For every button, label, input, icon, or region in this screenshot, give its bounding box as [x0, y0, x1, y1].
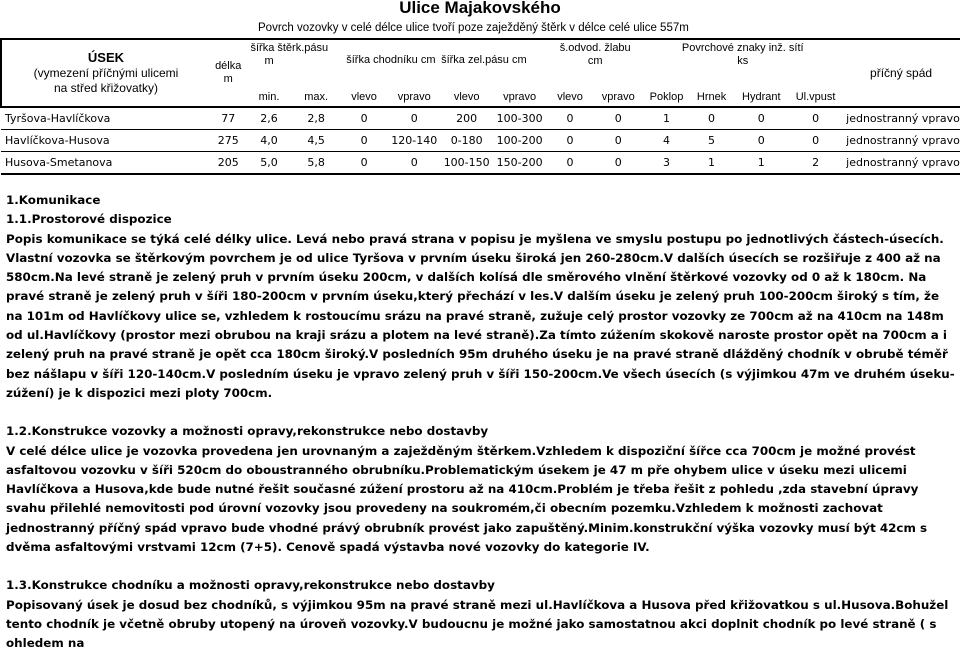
row-hrnek: 1: [690, 152, 734, 175]
subheader-poklop: Poklop: [649, 90, 684, 103]
row-hydrant: 0: [734, 130, 790, 152]
row-max: 4,5: [292, 130, 341, 152]
row-hydrant: 1: [734, 152, 790, 175]
subheader-hydrant: Hydrant: [742, 90, 781, 103]
row-zel-vlevo: 100-150: [441, 152, 492, 175]
row-odvod-vlevo: 0: [547, 130, 593, 152]
heading-konstrukce-vozovky: 1.2.Konstrukce vozovky a možnosti opravy,rekonstrukce nebo dostavby: [6, 424, 489, 439]
row-min: 4,0: [246, 130, 291, 152]
row-zel-vlevo: 0-180: [441, 130, 492, 152]
row-poklop: 4: [643, 130, 689, 152]
table-row: [1, 152, 960, 175]
header-sirka-sterk: šířka štěrk.pásu m: [246, 39, 340, 88]
heading-konstrukce-chodniku: 1.3.Konstrukce chodníku a možnosti opravy,rekonstrukce nebo dostavby: [6, 578, 495, 593]
document-body: [6, 191, 956, 654]
row-chodnik-vpravo: 0: [387, 152, 441, 175]
row-poklop: 3: [643, 152, 689, 175]
row-hrnek: 5: [690, 130, 734, 152]
row-poklop: 1: [643, 107, 689, 130]
row-zel-vpravo: 100-200: [492, 130, 547, 152]
row-chodnik-vlevo: 0: [341, 107, 388, 130]
row-max: 5,8: [292, 152, 341, 175]
header-delka: délka m: [210, 39, 247, 107]
row-min: 5,0: [246, 152, 291, 175]
street-table: [0, 38, 960, 175]
row-chodnik-vlevo: 0: [341, 130, 388, 152]
subheader-hrnek: Hrnek: [696, 90, 727, 103]
header-sirka-chodniku: šířka chodníku cm: [341, 39, 441, 88]
subheader-max: max.: [304, 90, 329, 103]
row-name: Havlíčkova-Husova: [1, 130, 210, 152]
subheader-zel-vlevo: vlevo: [453, 90, 480, 103]
paragraph-konstrukce-chodniku: Popisovaný úsek je dosud bez chodníků, s výjimkou 95m na pravé straně mezi ul.Havlíčkova a Husova před křižovatkou s ul.Husova.Bohužel tento chodník je včetně obruby utopený na úroveň vozovky.V budoucnu je možné jako samostatnou akci doplnit chodník po levé straně ( s ohledem na: [6, 597, 949, 651]
row-vpust: 2: [789, 152, 842, 175]
header-usek: ÚSEK (vymezení příčnými ulicemi na střed křižovatky): [1, 39, 210, 107]
subheader-min: min.: [258, 90, 280, 103]
subheader-odvod-vpravo: vpravo: [601, 90, 635, 103]
row-delka: 205: [210, 152, 247, 175]
row-odvod-vlevo: 0: [547, 152, 593, 175]
row-vpust: 0: [789, 107, 842, 130]
table-row: [1, 130, 960, 152]
row-chodnik-vpravo: 0: [387, 107, 441, 130]
row-odvod-vpravo: 0: [593, 152, 643, 175]
row-spad: jednostranný vpravo: [842, 152, 960, 175]
subheader-odvod-vlevo: vlevo: [557, 90, 583, 103]
row-zel-vpravo: 100-300: [492, 107, 547, 130]
table-row: [1, 107, 960, 130]
row-hrnek: 0: [690, 107, 734, 130]
paragraph-konstrukce-vozovky: V celé délce ulice je vozovka provedena jen urovnaným a zaježděným štěrkem.Vzhledem k dispoziční šířce cca 700cm je možné provést asfaltovou vozovku v šíři 520cm do oboustranného obrubníku.Problematickým úsekem je 47 m pře ohybem ulice v úseku mezi ulicemi Havlíčkova a Husova,kde bude nutné řešit současné zúžení prostoru až na 410cm.Problém je třeba řešit z pohledu ,zda stavební úpravy svahu přilehlé nemovitosti pod úrovní vozovky jsou provedeny na soukromém,či obecním pozemku.Vzhledem k možnosti zachovat jednostranný příčný spád vpravo bude vhodné právý obrubník provést jako zapuštěný.Minim.konstrukční výška vozovky musí být 42cm s dvěma asfaltovými vrstvami 12cm (7+5). Cenově spadá výstavba nové vozovky do kategorie IV.: [6, 443, 928, 555]
row-spad: jednostranný vpravo: [842, 107, 960, 130]
row-odvod-vpravo: 0: [593, 130, 643, 152]
subheader-vpust: Ul.vpust: [795, 90, 836, 103]
row-vpust: 0: [789, 130, 842, 152]
row-odvod-vpravo: 0: [593, 107, 643, 130]
row-chodnik-vpravo: 120-140: [387, 130, 441, 152]
paragraph-prostorove-dispozice: Popis komunikace se týká celé délky ulice. Levá nebo pravá strana v popisu je myšlena ve smyslu postupu po jednotlivých částech-úsecích. Vlastní vozovka se štěrkovým povrchem je od ulice Tyršova v prvním úseku široká jen 260-280cm.V dalších úsecích se rozšiřuje z 400 až na 580cm.Na levé straně je zelený pruh v prvním úseku 200cm, v dalších kolísá dle směrového vlnění štěrkové vozovky od 0 až k 180cm. Na pravé straně je zelený pruh v šíři 180-200cm v prvním úseku,který přechází v les.V dalším úseku je zelený pruh 100-200cm široký s tím, že na 101m od Havlíčkovy ulice se, vzhledem k rostoucímu srázu na pravé straně, zužuje celý prostor vozovky ze 700cm až na 410cm na 148m od ul.Havlíčkovy (prostor mezi obrubou na kraji srázu a plotem na levé straně).Za tímto zúžením skokově naroste prostor opět na 700cm a i zelený pruh na pravé straně je opět cca 180cm široký.V posledních 95m druhého úseku je na pravé straně dlážděný chodník v obrubě téměř bez nášlapu v šíři 120-140cm.V posledním úseku je vpravo zelený pruh v šíři 150-200cm.Ve všech úsecích (s výjimkou 47m ve druhém úseku-zúžení) je k dispozici mezi ploty 700cm.: [6, 231, 955, 400]
heading-prostorove-dispozice: 1.1.Prostorové dispozice: [6, 212, 172, 227]
row-chodnik-vlevo: 0: [341, 152, 388, 175]
row-max: 2,8: [292, 107, 341, 130]
subheader-chodnik-vpravo: vpravo: [397, 90, 431, 103]
row-zel-vlevo: 200: [441, 107, 492, 130]
row-name: Tyršova-Havlíčkova: [1, 107, 210, 130]
header-spad: příčný spád: [842, 39, 960, 107]
row-name: Husova-Smetanova: [1, 152, 210, 175]
subheader-zel-vpravo: vpravo: [503, 90, 537, 103]
row-odvod-vlevo: 0: [547, 107, 593, 130]
page-title: Ulice Majakovského: [399, 0, 561, 17]
header-odvod: š.odvod. žlabu cm: [547, 39, 643, 88]
row-hydrant: 0: [734, 107, 790, 130]
row-delka: 275: [210, 130, 247, 152]
heading-komunikace: 1.Komunikace: [6, 193, 101, 207]
row-zel-vpravo: 150-200: [492, 152, 547, 175]
header-sirka-zel: šířka zel.pásu cm: [441, 39, 547, 88]
row-delka: 77: [210, 107, 247, 130]
header-znaky: Povrchové znaky inž. sítí ks: [643, 39, 842, 88]
page-subtitle: Povrch vozovky v celé délce ulice tvoří poze zaježděný štěrk v délce celé ulice 557m: [258, 22, 689, 34]
subheader-chodnik-vlevo: vlevo: [351, 90, 377, 103]
row-spad: jednostranný vpravo: [842, 130, 960, 152]
row-min: 2,6: [246, 107, 291, 130]
